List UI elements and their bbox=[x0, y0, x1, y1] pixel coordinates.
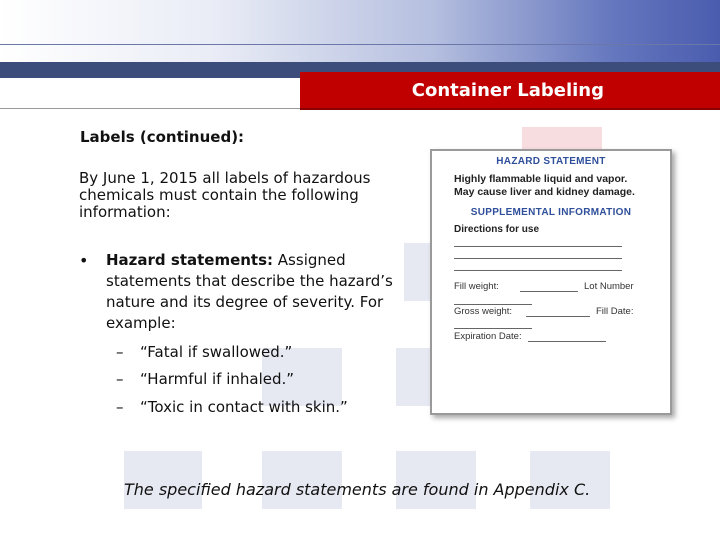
header-left-strip bbox=[0, 78, 300, 109]
header-rule bbox=[0, 44, 720, 45]
dash-icon: – bbox=[116, 398, 124, 416]
label-blank-line bbox=[454, 246, 622, 247]
label-blank-line bbox=[526, 316, 590, 317]
sample-label-image bbox=[430, 149, 672, 415]
label-blank-line bbox=[520, 291, 578, 292]
footnote: The specified hazard statements are found in Appendix C. bbox=[124, 480, 591, 499]
label-supplemental-title: SUPPLEMENTAL INFORMATION bbox=[470, 207, 632, 218]
label-blank-line bbox=[454, 328, 532, 329]
label-hazard-statements bbox=[454, 173, 664, 199]
bullet-dot-icon: • bbox=[79, 251, 89, 270]
decor-square bbox=[396, 348, 432, 406]
bullet-body: Assigned statements that describe the hazard’s nature and its degree of severity. For example: bbox=[106, 251, 393, 332]
label-blank-line bbox=[454, 270, 622, 271]
label-blank-line bbox=[528, 341, 606, 342]
example-text: “Fatal if swallowed.” bbox=[140, 343, 293, 361]
label-hazard-line: May cause liver and kidney damage. bbox=[454, 186, 635, 198]
intro-paragraph: By June 1, 2015 all labels of hazardous chemicals must contain the following information: bbox=[79, 169, 371, 221]
title-bar bbox=[300, 72, 720, 110]
label-expiration-date: Expiration Date: bbox=[454, 331, 522, 342]
decor-square bbox=[522, 127, 602, 149]
label-hazard-line: Highly flammable liquid and vapor. bbox=[454, 173, 628, 185]
example-item bbox=[116, 370, 294, 388]
bullet-text bbox=[106, 250, 406, 334]
header-gradient bbox=[0, 0, 720, 62]
label-hazard-title: HAZARD STATEMENT bbox=[496, 156, 606, 167]
example-item bbox=[116, 343, 292, 361]
example-text: “Toxic in contact with skin.” bbox=[140, 398, 348, 416]
label-directions: Directions for use bbox=[454, 224, 540, 235]
label-fill-date: Fill Date: bbox=[596, 306, 634, 317]
label-gross-weight: Gross weight: bbox=[454, 306, 513, 317]
label-lot-number: Lot Number bbox=[584, 281, 634, 292]
label-fill-weight: Fill weight: bbox=[454, 281, 499, 292]
dash-icon: – bbox=[116, 343, 124, 361]
example-text: “Harmful if inhaled.” bbox=[140, 370, 295, 388]
bullet-bold-lead: Hazard statements: bbox=[106, 251, 274, 269]
example-item bbox=[116, 398, 348, 416]
label-blank-line bbox=[454, 304, 532, 305]
label-blank-line bbox=[454, 258, 622, 259]
slide-title: Container Labeling bbox=[411, 80, 604, 101]
slide-subtitle: Labels (continued): bbox=[80, 128, 245, 146]
dash-icon: – bbox=[116, 370, 124, 388]
